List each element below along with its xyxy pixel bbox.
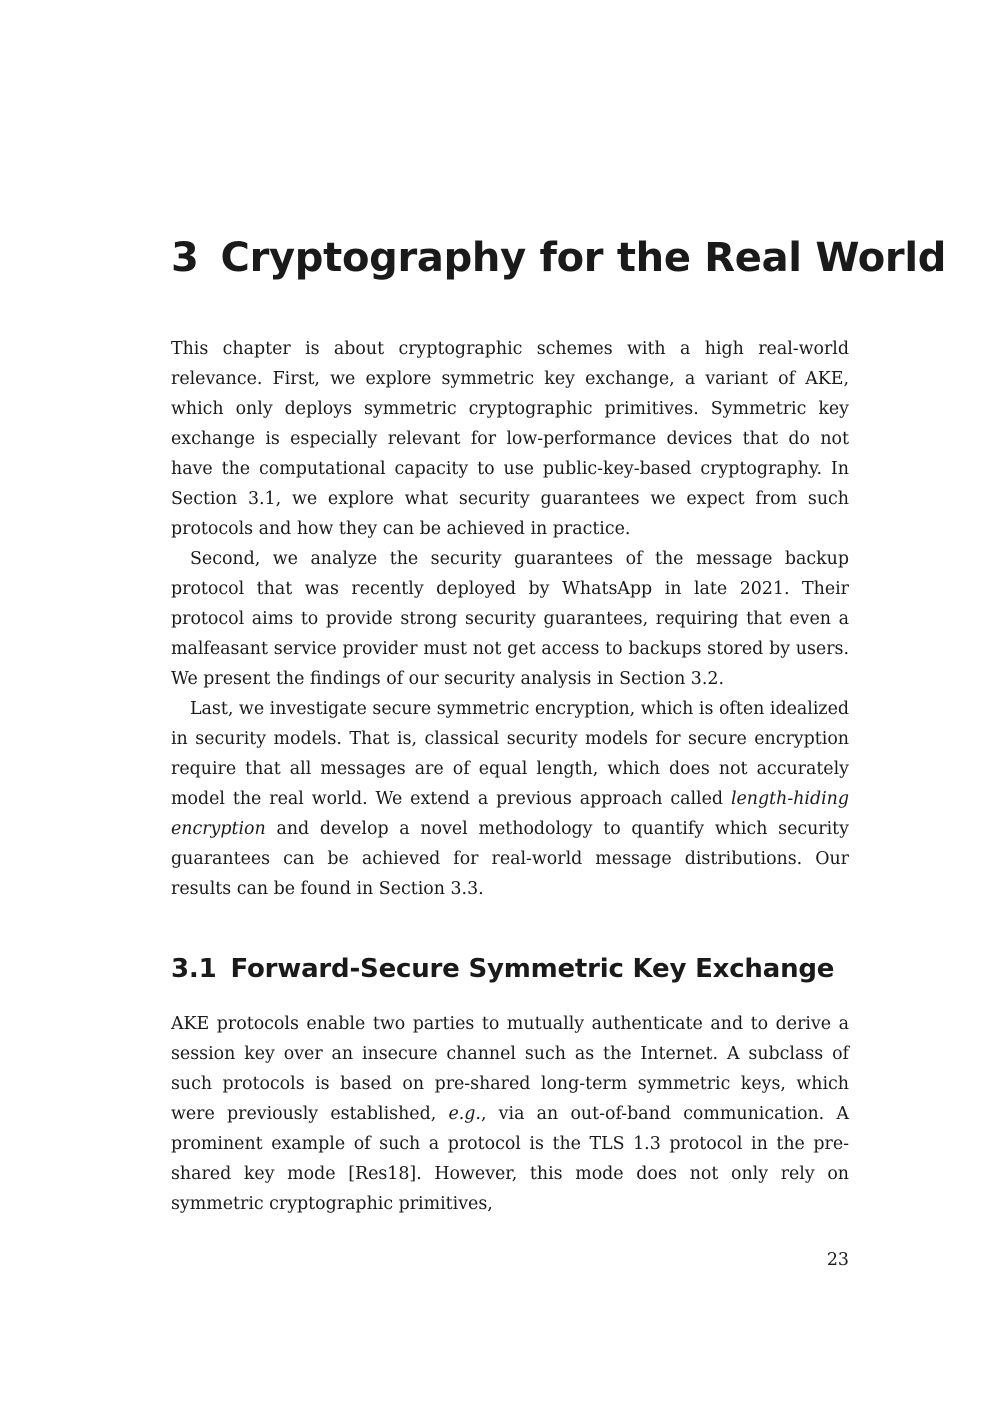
chapter-title-text: Cryptography for the Real World bbox=[220, 235, 947, 281]
document-page bbox=[171, 0, 947, 1414]
intro-paragraph-3-end: and develop a novel methodology to quantify which security guarantees can be achieved for real-world message distributions. Our results can be found in Section 3.3. bbox=[171, 819, 849, 899]
chapter-number: 3 bbox=[171, 235, 199, 281]
chapter-title bbox=[171, 230, 946, 286]
section-body bbox=[171, 1009, 849, 1219]
intro-paragraph-3 bbox=[171, 694, 849, 904]
section-number: 3.1 bbox=[171, 954, 217, 984]
section-paragraph-1 bbox=[171, 1009, 849, 1219]
section-paragraph-1-start: AKE protocols enable two parties to mutually authenticate and to derive a session key over an insecure channel such as the Internet. A subclass of such protocols is based on pre-shared long-term symmetric keys, which were previously established, bbox=[171, 1014, 849, 1124]
chapter-intro bbox=[171, 334, 849, 904]
intro-paragraph-3-start: Last, we investigate secure symmetric encryption, which is often idealized in security models. That is, classical security models for secure encryption require that all messages are of equal length, which does not accurately model the real world. We extend a previous approach called bbox=[171, 699, 849, 809]
section-title-text: Forward-Secure Symmetric Key Exchange bbox=[230, 954, 835, 984]
section-title bbox=[171, 949, 834, 989]
eg-abbreviation: e.g. bbox=[448, 1104, 481, 1124]
section-paragraph-1-end: , via an out-of-band communication. A prominent example of such a protocol is the TLS 1.3 protocol in the pre-shared key mode [Res18]. However, this mode does not only rely on symmetric cryptographic primitives, bbox=[171, 1104, 849, 1214]
intro-paragraph-2: Second, we analyze the security guarantees of the message backup protocol that was recently deployed by WhatsApp in late 2021. Their protocol aims to provide strong security guarantees, requiring that even a malfeasant service provider must not get access to backups stored by users. We present the findings of our security analysis in Section 3.2. bbox=[171, 549, 849, 689]
intro-paragraph-1: This chapter is about cryptographic schemes with a high real-world relevance. First, we explore symmetric key exchange, a variant of AKE, which only deploys symmetric cryptographic primitives. Symmetric key exchange is especially relevant for low-performance devices that do not have the computational capacity to use public-key-based cryptography. In Section 3.1, we explore what security guarantees we expect from such protocols and how they can be achieved in practice. bbox=[171, 339, 849, 539]
length-hiding-encryption-term: length-hiding encryption bbox=[171, 789, 849, 839]
page-number: 23 bbox=[826, 1250, 849, 1270]
